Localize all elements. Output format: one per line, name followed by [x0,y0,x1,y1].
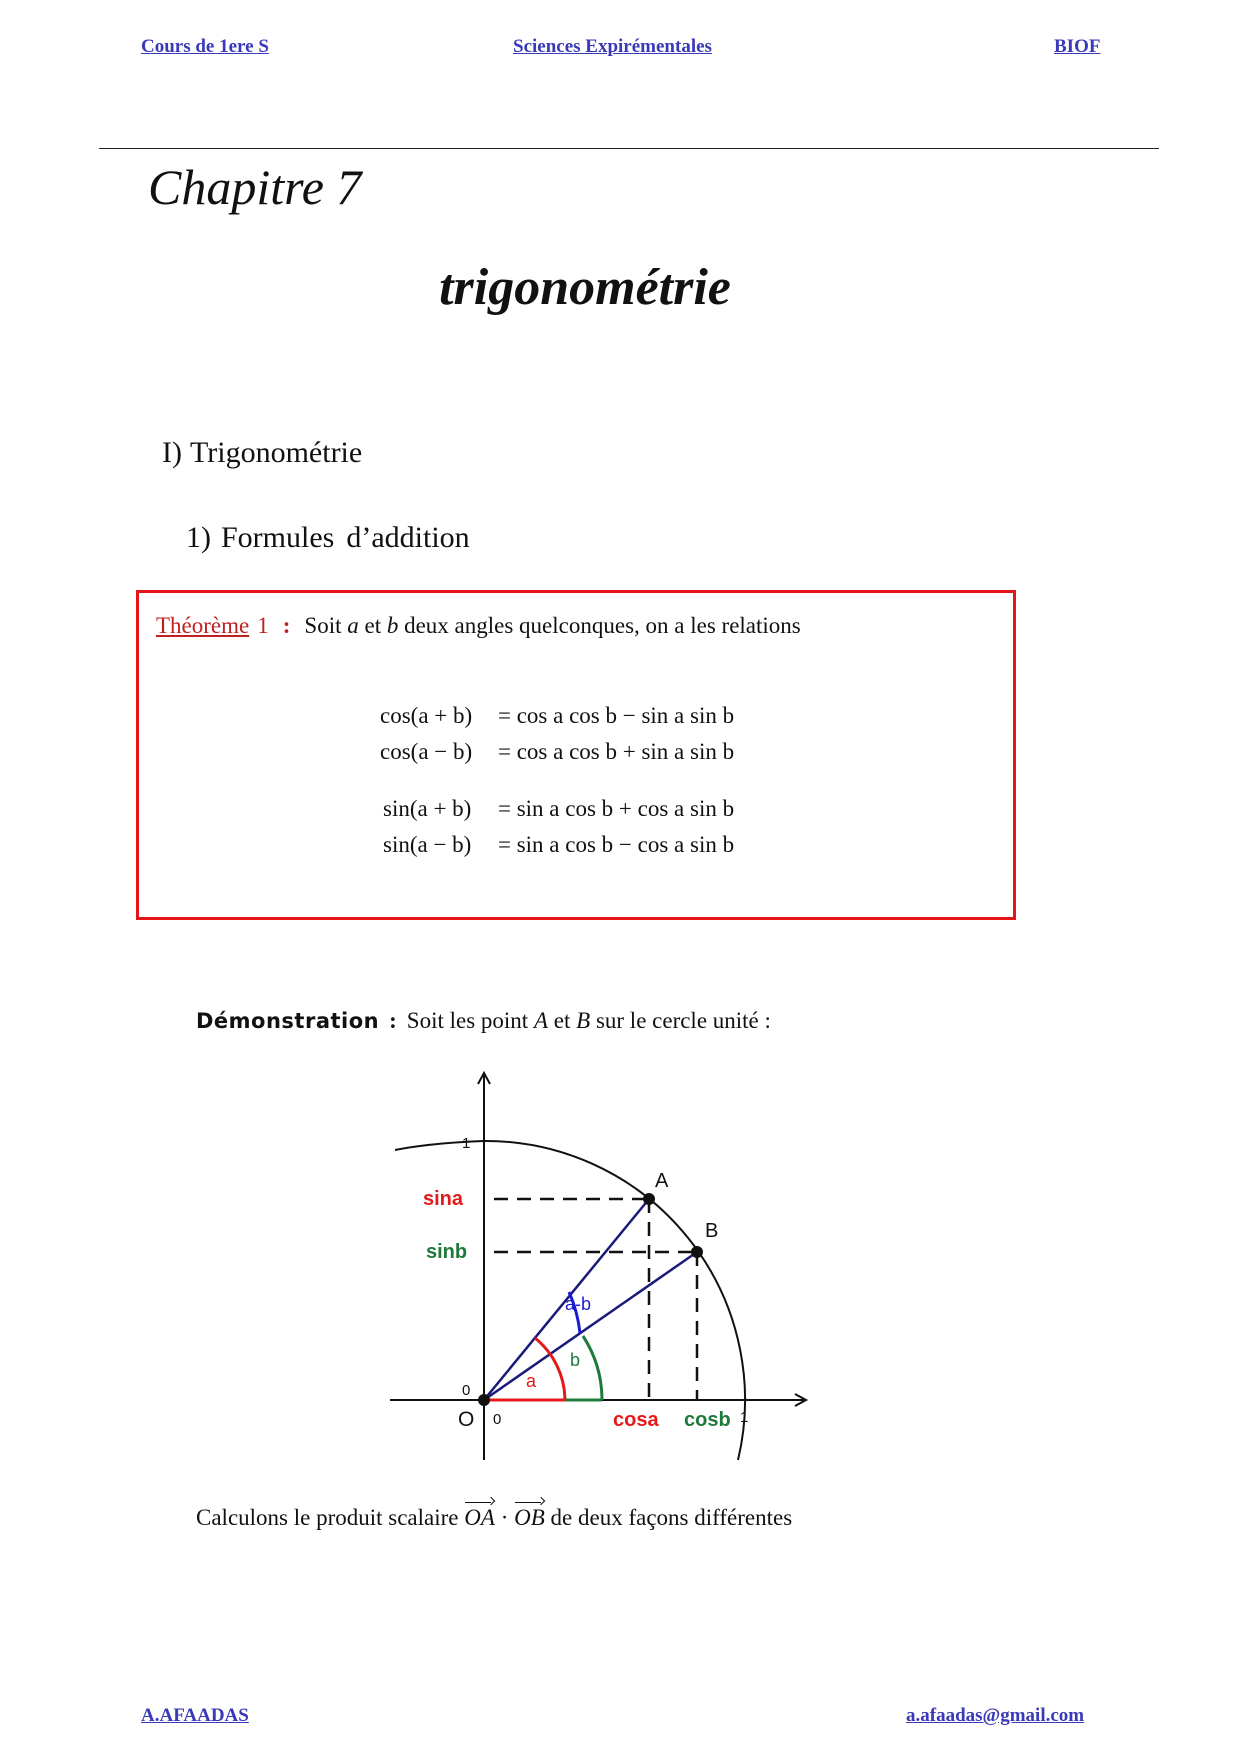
vector-oa: OA [464,1505,495,1530]
footer-email[interactable]: a.afaadas@gmail.com [906,1705,1085,1726]
segment-ob [484,1252,697,1400]
formula-lhs: cos(a + b) [380,703,473,728]
subsection-word2: d’addition [346,521,470,554]
vector-ob: OB [514,1505,545,1530]
subsection-number: 1) [186,521,211,554]
chapter-heading: Chapitre 7 [148,159,362,215]
theorem-var-a: a [347,613,359,638]
demonstration-text-3: sur le cercle unité : [595,1008,771,1033]
point-b [691,1246,703,1258]
demonstration-var-b: B [576,1008,591,1033]
formula-cos-sum [380,703,780,733]
formula-sin-sum [380,796,780,826]
page-title: trigonométrie [439,259,731,316]
theorem-intro-2: et [364,613,382,638]
origin-label: O [458,1408,475,1431]
demonstration-label: Démonstration [196,1009,380,1033]
section-number: I) [162,436,182,469]
angle-b-arc [583,1336,602,1400]
y-one-label: 1 [462,1135,471,1152]
formula-lhs: sin(a − b) [383,832,472,857]
angle-a-label: a [526,1371,537,1391]
x-zero-label: 0 [493,1411,502,1428]
scalar-product-line [196,1505,792,1531]
formula-rhs: = cos a cos b − sin a sin b [498,703,735,728]
calc-text-2: de deux façons différentes [550,1505,793,1530]
point-a-label: A [655,1170,669,1192]
demonstration-line [196,1008,771,1034]
theorem-name: Théorème [156,613,250,638]
point-a [643,1193,655,1205]
cosa-label: cosa [613,1409,659,1431]
theorem-intro-3: deux angles quelconques, on a les relations [404,613,801,638]
x-one-label: 1 [740,1409,749,1426]
section-label: Trigonométrie [189,436,363,469]
section-heading [162,436,362,470]
angle-b-label: b [570,1350,581,1370]
theorem-colon: : [282,613,291,638]
formula-lhs: sin(a + b) [383,796,472,821]
subsection-word1: Formules [221,521,335,554]
formula-cos-diff [380,739,780,769]
formula-lhs: cos(a − b) [380,739,473,764]
sina-label: sina [423,1188,464,1210]
dot-operator: · [500,1505,509,1530]
header-option[interactable]: BIOF [1054,36,1101,57]
sinb-label: sinb [426,1241,468,1263]
theorem-intro-1: Soit [304,613,342,638]
point-o [478,1394,490,1406]
point-b-label: B [705,1220,719,1242]
unit-circle-figure [380,1060,820,1470]
formula-rhs: = cos a cos b + sin a sin b [498,739,735,764]
formula-sin-diff [380,832,780,862]
demonstration-colon: : [389,1008,397,1033]
header-rule [99,148,1159,149]
demonstration-text-2: et [553,1008,571,1033]
subsection-heading [186,521,470,555]
demonstration-text-1: Soit les point [406,1008,529,1033]
cosb-label: cosb [684,1409,731,1431]
y-zero-label: 0 [462,1382,471,1399]
theorem-statement [156,613,801,639]
footer-author[interactable]: A.AFAADAS [141,1705,249,1726]
formula-rhs: = sin a cos b + cos a sin b [498,796,735,821]
formula-rhs: = sin a cos b − cos a sin b [498,832,735,857]
header-course[interactable]: Cours de 1ere S [141,36,269,57]
calc-text-1: Calculons le produit scalaire [196,1505,459,1530]
theorem-var-b: b [386,613,399,638]
angle-a-minus-b-label: a-b [565,1294,592,1314]
header-track[interactable]: Sciences Expirémentales [513,36,712,57]
demonstration-var-a: A [533,1008,549,1033]
theorem-number: 1 [257,613,269,638]
